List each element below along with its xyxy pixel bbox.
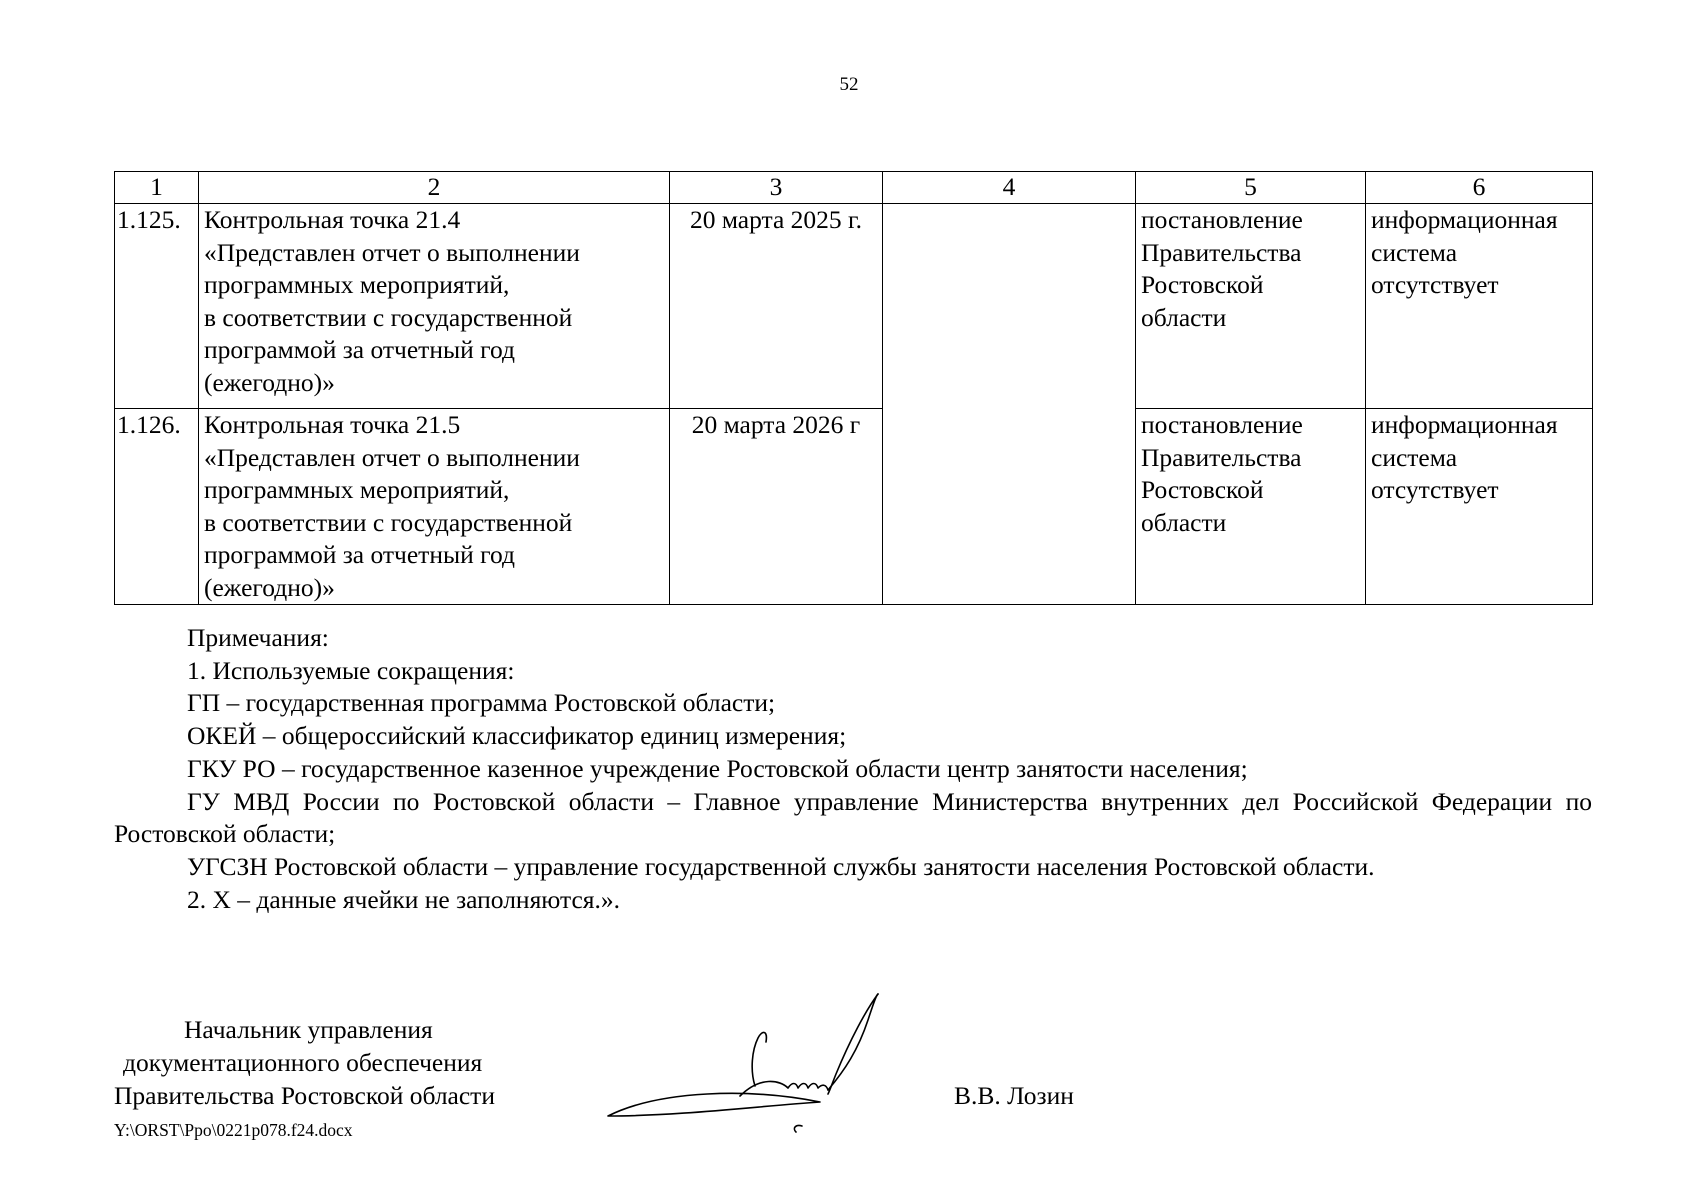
document-type-line: постановление xyxy=(1141,410,1303,439)
note-item: 1. Используемые сокращения: xyxy=(187,655,515,685)
notes-section xyxy=(114,622,1592,916)
note-item: ОКЕЙ – общероссийский классификатор единиц измерения; xyxy=(187,721,847,751)
note-item: УГСЗН Ростовской области – управление государственной службы занятости населения Ростовской области. xyxy=(187,851,1375,881)
note-item: ГКУ РО – государственное казенное учреждение Ростовской области центр занятости населения; xyxy=(187,753,1248,783)
information-system xyxy=(1366,409,1593,605)
column-header: 2 xyxy=(199,172,670,204)
control-point-description xyxy=(199,409,670,605)
signer-position-line: документационного обеспечения xyxy=(123,1048,483,1077)
information-system xyxy=(1366,204,1593,409)
document-type-line: Ростовской xyxy=(1141,270,1264,299)
document-type xyxy=(1136,204,1366,409)
due-date: 20 марта 2025 г. xyxy=(670,204,883,409)
file-path: Y:\ORST\Ppo\0221p078.f24.docx xyxy=(114,1120,353,1140)
column-header: 6 xyxy=(1366,172,1593,204)
note-item: ГУ МВД России по Ростовской области – Главное управление Министерства внутренних дел Российской Федерации по Ростовской области; xyxy=(114,786,1592,849)
note-item: 2. X – данные ячейки не заполняются.». xyxy=(187,884,621,914)
description-line: Контрольная точка 21.5 xyxy=(204,410,461,439)
information-system-line: отсутствует xyxy=(1371,475,1499,504)
table-row xyxy=(115,204,1593,409)
document-type-line: Правительства xyxy=(1141,442,1302,472)
description-line: (ежегодно)» xyxy=(204,367,335,397)
column-header: 3 xyxy=(670,172,883,204)
responsible-cell xyxy=(883,204,1136,605)
description-line: программой за отчетный год xyxy=(204,335,515,364)
information-system-line: система xyxy=(1371,442,1458,472)
control-point-description xyxy=(199,204,670,409)
note-item: ГП – государственная программа Ростовской области; xyxy=(187,688,776,718)
information-system-line: система xyxy=(1371,237,1458,267)
table-row xyxy=(115,409,1593,605)
information-system-line: информационная xyxy=(1371,410,1558,439)
page-number: 52 xyxy=(839,74,859,95)
row-number: 1.126. xyxy=(115,409,199,605)
information-system-line: отсутствует xyxy=(1371,270,1499,299)
description-line: «Представлен отчет о выполнении xyxy=(204,442,580,472)
handwritten-signature xyxy=(600,990,930,1140)
due-date: 20 марта 2026 г xyxy=(670,409,883,605)
document-type-line: Ростовской xyxy=(1141,475,1264,504)
description-line: (ежегодно)» xyxy=(204,572,335,602)
description-line: в соответствии с государственной xyxy=(204,507,573,537)
description-line: в соответствии с государственной xyxy=(204,302,573,332)
notes-heading: Примечания: xyxy=(187,623,329,652)
column-header: 4 xyxy=(883,172,1136,204)
column-header: 1 xyxy=(115,172,199,204)
description-line: программных мероприятий, xyxy=(204,270,510,299)
column-header: 5 xyxy=(1136,172,1366,204)
description-line: «Представлен отчет о выполнении xyxy=(204,237,580,267)
document-type-line: Правительства xyxy=(1141,237,1302,267)
information-system-line: информационная xyxy=(1371,205,1558,234)
table-header-row xyxy=(115,172,1593,204)
description-line: программных мероприятий, xyxy=(204,475,510,504)
description-line: Контрольная точка 21.4 xyxy=(204,205,461,234)
row-number: 1.125. xyxy=(115,204,199,409)
document-type xyxy=(1136,409,1366,605)
description-line: программой за отчетный год xyxy=(204,540,515,569)
document-type-line: области xyxy=(1141,507,1227,537)
document-type-line: постановление xyxy=(1141,205,1303,234)
measures-table xyxy=(114,171,1593,605)
document-type-line: области xyxy=(1141,302,1227,332)
signer-position-line: Правительства Ростовской области xyxy=(114,1081,495,1110)
signer-position-line: Начальник управления xyxy=(184,1015,433,1044)
signer-name: В.В. Лозин xyxy=(954,1081,1074,1110)
